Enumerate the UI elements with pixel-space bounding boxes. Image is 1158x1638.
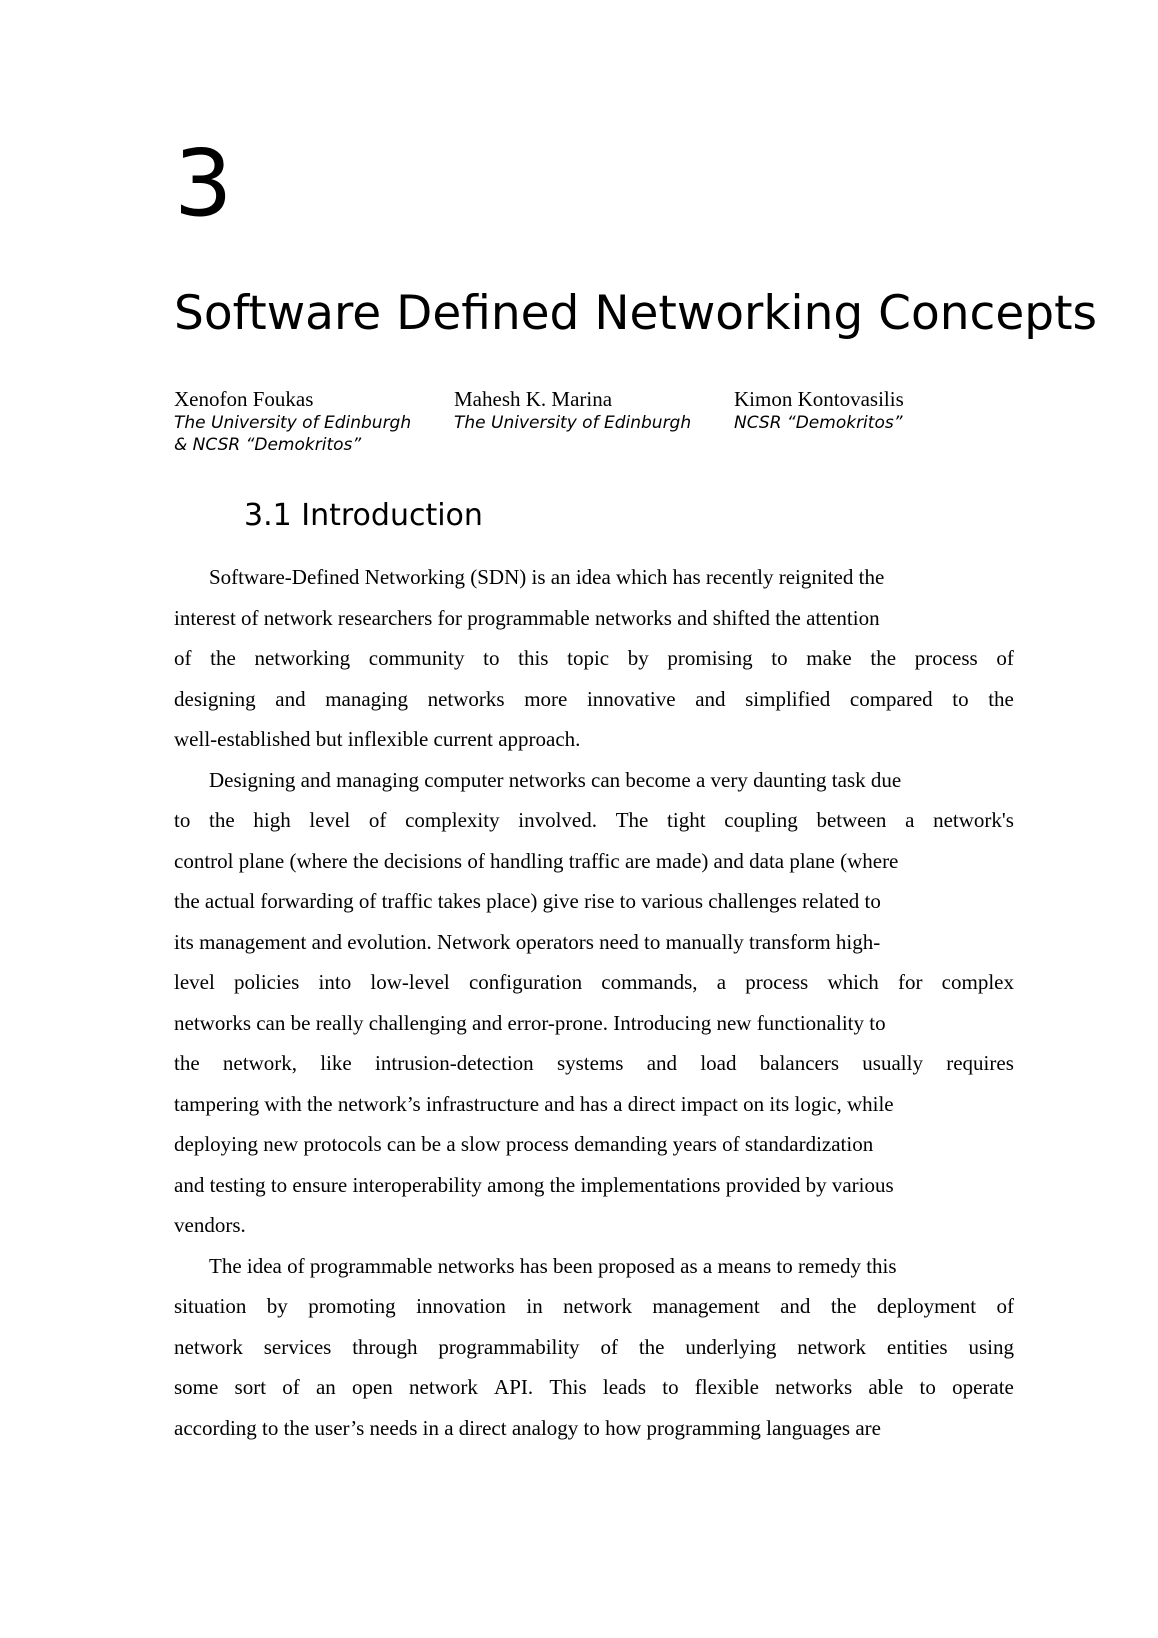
text-line-justified: some sort of an open network API. This leads to flexible networks able to operate <box>174 1375 1014 1399</box>
text-line-justified: level policies into low-level configuration commands, a process which for complex <box>174 970 1014 994</box>
paragraph-3 <box>174 1246 1014 1449</box>
author-affiliation: The University of Edinburgh <box>174 413 412 433</box>
paragraph-1 <box>174 557 1014 760</box>
body-text <box>174 557 1014 1448</box>
author-affiliation: & NCSR “Demokritos” <box>174 435 362 455</box>
text-line: networks can be really challenging and error-prone. Introducing new functionality to <box>174 1010 886 1035</box>
chapter-title: Software Defined Networking Concepts <box>174 286 1098 341</box>
text-line: its management and evolution. Network operators need to manually transform high- <box>174 929 881 954</box>
text-line: tampering with the network’s infrastructure and has a direct impact on its logic, while <box>174 1091 894 1116</box>
author-name: Mahesh K. Marina <box>454 387 613 411</box>
text-line-justified: network services through programmability of the underlying network entities using <box>174 1334 1014 1359</box>
text-line: control plane (where the decisions of handling traffic are made) and data plane (where <box>174 848 899 873</box>
text-line: according to the user’s needs in a direct analogy to how programming languages are <box>174 1415 881 1440</box>
text-line: deploying new protocols can be a slow process demanding years of standardization <box>174 1132 874 1156</box>
chapter-number: 3 <box>174 130 233 237</box>
author-3 <box>734 386 1014 456</box>
text-line-justified: designing and managing networks more innovative and simplified compared to the <box>174 686 1014 711</box>
text-line: Designing and managing computer networks can become a very daunting task due <box>209 767 902 792</box>
text-line: Software-Defined Networking (SDN) is an idea which has recently reignited the <box>209 565 885 589</box>
text-line: well-established but inflexible current approach. <box>174 727 581 751</box>
author-name: Xenofon Foukas <box>174 387 314 411</box>
text-line-justified: situation by promoting innovation in network management and the deployment of <box>174 1294 1014 1318</box>
text-line: the actual forwarding of traffic takes place) give rise to various challenges related to <box>174 889 881 913</box>
text-line: vendors. <box>174 1213 246 1237</box>
section-heading: 3.1 Introduction <box>244 498 483 533</box>
text-line-justified: of the networking community to this topic by promising to make the process of <box>174 646 1014 670</box>
text-line-justified: to the high level of complexity involved. The tight coupling between a network's <box>174 808 1014 832</box>
text-line-justified: the network, like intrusion-detection systems and load balancers usually requires <box>174 1051 1014 1075</box>
paragraph-2 <box>174 760 1014 1246</box>
author-1 <box>174 386 454 456</box>
author-2 <box>454 386 734 456</box>
text-line: The idea of programmable networks has been proposed as a means to remedy this <box>209 1253 897 1278</box>
author-affiliation: NCSR “Demokritos” <box>734 413 903 433</box>
author-affiliation: The University of Edinburgh <box>454 413 692 433</box>
text-line: interest of network researchers for programmable networks and shifted the attention <box>174 605 880 630</box>
text-line: and testing to ensure interoperability among the implementations provided by various <box>174 1172 894 1197</box>
author-name: Kimon Kontovasilis <box>734 387 904 411</box>
author-list <box>174 386 1014 456</box>
